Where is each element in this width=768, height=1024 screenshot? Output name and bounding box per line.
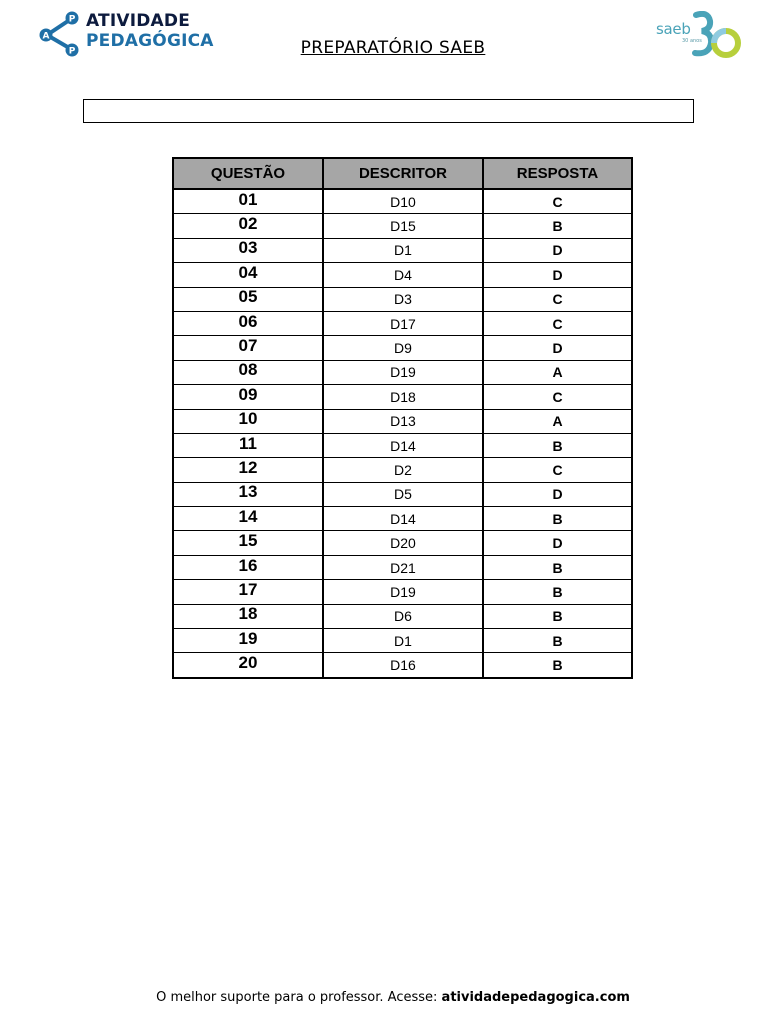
answer-letter: A — [552, 364, 563, 381]
descriptor-code: D2 — [394, 461, 412, 478]
answer-letter-cell — [483, 311, 632, 335]
answer-letter: B — [552, 657, 563, 674]
question-number: 13 — [238, 482, 258, 502]
table-row — [173, 287, 632, 311]
descriptor-code: D21 — [390, 559, 416, 576]
table-row — [173, 653, 632, 678]
footer-website-link[interactable]: atividadepedagogica.com — [441, 990, 630, 1005]
descriptor-code-cell — [323, 311, 483, 335]
question-number-cell — [173, 263, 323, 287]
answer-letter: B — [552, 583, 563, 600]
answer-letter-cell — [483, 287, 632, 311]
answer-letter-cell — [483, 263, 632, 287]
table-row — [173, 531, 632, 555]
table-row — [173, 385, 632, 409]
answer-letter-cell — [483, 214, 632, 238]
answer-letter: D — [552, 486, 563, 503]
question-number: 07 — [238, 336, 258, 356]
saeb-30-numeral-icon — [690, 11, 744, 61]
answer-letter-cell — [483, 409, 632, 433]
question-number: 03 — [238, 238, 258, 258]
question-number-cell — [173, 360, 323, 384]
descriptor-code-cell — [323, 336, 483, 360]
descriptor-code-cell — [323, 604, 483, 628]
question-number-cell — [173, 580, 323, 604]
descriptor-code-cell — [323, 482, 483, 506]
answer-letter: C — [552, 388, 563, 405]
header-questao: QUESTÃO — [173, 158, 323, 189]
question-number-cell — [173, 385, 323, 409]
descriptor-code: D4 — [394, 266, 412, 283]
header-resposta: RESPOSTA — [483, 158, 632, 189]
answer-rows — [173, 189, 632, 678]
descriptor-code: D19 — [390, 364, 416, 381]
answer-letter: D — [552, 242, 563, 259]
question-number: 08 — [238, 360, 258, 380]
answer-letter-cell — [483, 653, 632, 678]
answer-letter: C — [552, 291, 563, 308]
table-row — [173, 311, 632, 335]
question-number: 18 — [238, 604, 258, 624]
brand-icon-letter-p-bottom: P — [68, 46, 76, 57]
answer-letter-cell — [483, 458, 632, 482]
descriptor-code-cell — [323, 555, 483, 579]
question-number: 11 — [239, 433, 257, 453]
table-row — [173, 482, 632, 506]
answer-letter: D — [552, 340, 563, 357]
answer-letter-cell — [483, 336, 632, 360]
answer-letter-cell — [483, 189, 632, 214]
question-number: 10 — [238, 409, 258, 429]
question-number: 01 — [238, 189, 258, 209]
brand-name-line-1: ATIVIDADE — [86, 11, 191, 31]
saeb-30-anos-logo — [654, 11, 744, 63]
descriptor-code: D13 — [390, 413, 416, 430]
descriptor-code-cell — [323, 214, 483, 238]
answer-letter: C — [552, 461, 563, 478]
descriptor-code: D14 — [390, 437, 416, 454]
table-row — [173, 507, 632, 531]
saeb-word: saeb — [656, 20, 691, 38]
table-row — [173, 263, 632, 287]
question-number-cell — [173, 531, 323, 555]
answer-letter-cell — [483, 507, 632, 531]
question-number: 09 — [238, 384, 258, 404]
descriptor-code-cell — [323, 360, 483, 384]
descriptor-code-cell — [323, 238, 483, 262]
descriptor-code-cell — [323, 507, 483, 531]
question-number-cell — [173, 604, 323, 628]
question-number-cell — [173, 336, 323, 360]
descriptor-code-cell — [323, 580, 483, 604]
answer-letter: B — [552, 632, 563, 649]
answer-letter-cell — [483, 531, 632, 555]
answer-letter-cell — [483, 360, 632, 384]
answer-key-table — [172, 157, 633, 679]
table-row — [173, 360, 632, 384]
table-row — [173, 336, 632, 360]
question-number: 04 — [238, 262, 258, 282]
question-number: 14 — [238, 506, 258, 526]
question-number: 20 — [238, 653, 258, 673]
answer-letter: C — [552, 193, 563, 210]
descriptor-code: D9 — [394, 340, 412, 357]
descriptor-code: D5 — [394, 486, 412, 503]
question-number: 15 — [238, 531, 258, 551]
table-row — [173, 629, 632, 653]
table-row — [173, 214, 632, 238]
answer-letter-cell — [483, 580, 632, 604]
answer-letter-cell — [483, 482, 632, 506]
question-number-cell — [173, 214, 323, 238]
descriptor-code: D17 — [390, 315, 416, 332]
descriptor-code-cell — [323, 629, 483, 653]
descriptor-code-cell — [323, 531, 483, 555]
descriptor-code-cell — [323, 287, 483, 311]
answer-letter: C — [552, 315, 563, 332]
question-number-cell — [173, 287, 323, 311]
table-row — [173, 433, 632, 457]
table-header-row — [173, 158, 632, 189]
footer — [0, 990, 768, 1005]
answer-letter: B — [552, 437, 563, 454]
question-number-cell — [173, 311, 323, 335]
answer-letter: D — [552, 535, 563, 552]
table-row — [173, 238, 632, 262]
student-name-box — [83, 99, 694, 123]
descriptor-code: D14 — [390, 510, 416, 527]
question-number-cell — [173, 482, 323, 506]
descriptor-code: D3 — [394, 291, 412, 308]
answer-letter: A — [552, 413, 563, 430]
brand-name-line-2: PEDAGÓGICA — [86, 31, 214, 51]
saeb-subtitle: 30 anos — [682, 38, 702, 44]
table-row — [173, 555, 632, 579]
answer-letter: D — [552, 266, 563, 283]
question-number: 16 — [238, 555, 258, 575]
question-number-cell — [173, 189, 323, 214]
answer-letter-cell — [483, 629, 632, 653]
brand-icon-letter-p-top: P — [68, 14, 76, 25]
descriptor-code-cell — [323, 458, 483, 482]
descriptor-code-cell — [323, 189, 483, 214]
descriptor-code: D6 — [394, 608, 412, 625]
question-number: 17 — [238, 579, 258, 599]
brand-icon-letter-a: A — [42, 31, 50, 42]
question-number-cell — [173, 555, 323, 579]
descriptor-code-cell — [323, 433, 483, 457]
question-number-cell — [173, 653, 323, 678]
question-number-cell — [173, 458, 323, 482]
answer-letter: B — [552, 218, 563, 235]
table-row — [173, 458, 632, 482]
answer-letter-cell — [483, 385, 632, 409]
question-number: 05 — [238, 287, 258, 307]
answer-letter-cell — [483, 433, 632, 457]
question-number: 06 — [238, 311, 258, 331]
question-number-cell — [173, 629, 323, 653]
question-number-cell — [173, 507, 323, 531]
descriptor-code-cell — [323, 263, 483, 287]
answer-letter: B — [552, 559, 563, 576]
descriptor-code: D15 — [390, 218, 416, 235]
header-descritor: DESCRITOR — [323, 158, 483, 189]
table-row — [173, 409, 632, 433]
descriptor-code: D19 — [390, 583, 416, 600]
descriptor-code-cell — [323, 385, 483, 409]
descriptor-code-cell — [323, 409, 483, 433]
table-row — [173, 580, 632, 604]
page-title: PREPARATÓRIO SAEB — [300, 38, 486, 58]
descriptor-code-cell — [323, 653, 483, 678]
descriptor-code: D10 — [390, 193, 416, 210]
descriptor-code: D20 — [390, 535, 416, 552]
question-number: 02 — [238, 214, 258, 234]
descriptor-code: D1 — [394, 632, 412, 649]
descriptor-code: D16 — [390, 657, 416, 674]
answer-letter: B — [552, 608, 563, 625]
question-number-cell — [173, 409, 323, 433]
descriptor-code: D18 — [390, 388, 416, 405]
table-row — [173, 189, 632, 214]
question-number-cell — [173, 238, 323, 262]
question-number-cell — [173, 433, 323, 457]
answer-letter-cell — [483, 555, 632, 579]
question-number: 19 — [238, 628, 258, 648]
descriptor-code: D1 — [394, 242, 412, 259]
footer-text: O melhor suporte para o professor. Acesse: — [156, 990, 442, 1005]
table-row — [173, 604, 632, 628]
question-number: 12 — [238, 457, 258, 477]
answer-letter: B — [552, 510, 563, 527]
answer-letter-cell — [483, 238, 632, 262]
answer-letter-cell — [483, 604, 632, 628]
